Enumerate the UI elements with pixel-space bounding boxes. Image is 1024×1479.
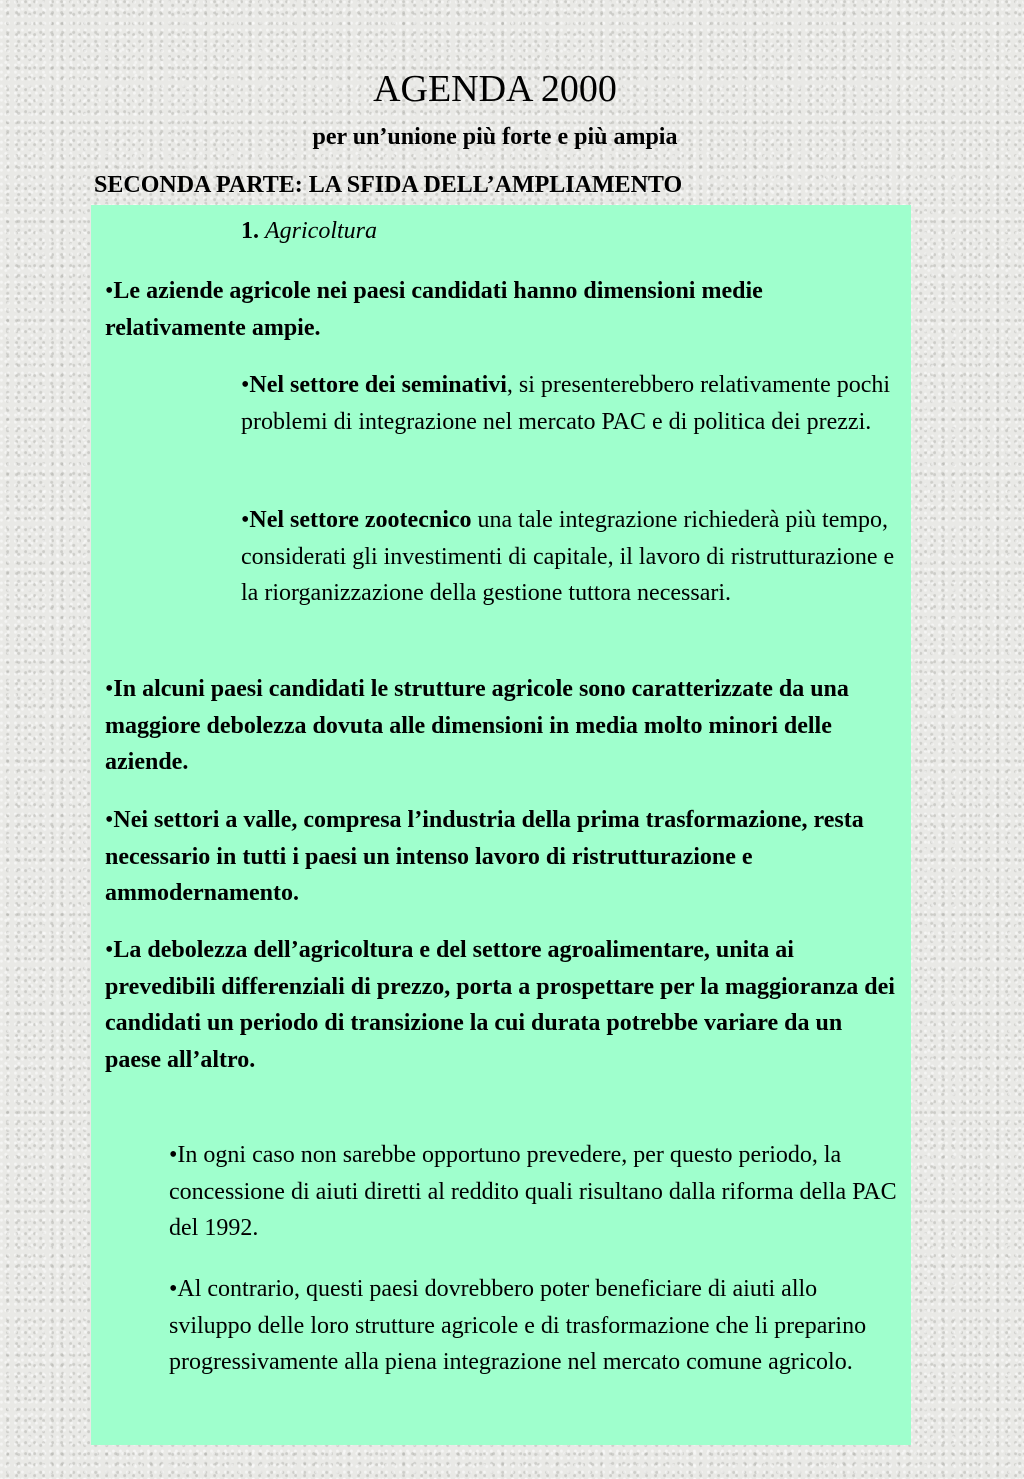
sub-bullet-item bbox=[241, 367, 901, 440]
bullet-text: La debolezza dell’agricoltura e del settore agroalimentare, unita ai prevedibili differenziali di prezzo, porta a prospettare per la maggioranza dei candidati un periodo di transizione la cui durata potrebbe variare da un paese all’altro. bbox=[105, 937, 895, 1073]
bullet-item bbox=[105, 273, 895, 346]
bullet-lead: Nel settore dei seminativi bbox=[249, 372, 507, 398]
bullet-icon: • bbox=[105, 278, 114, 304]
part-title: SECONDA PARTE: LA SFIDA DELL’AMPLIAMENTO bbox=[94, 172, 683, 198]
bullet-item bbox=[105, 932, 895, 1078]
bullet-icon: • bbox=[169, 1142, 178, 1168]
bullet-icon: • bbox=[169, 1276, 178, 1302]
sub-bullet-item bbox=[241, 502, 901, 612]
bullet-lead: Nel settore zootecnico bbox=[249, 507, 472, 533]
page-subtitle: per un’unione più forte e più ampia bbox=[312, 124, 678, 150]
bullet-icon: • bbox=[241, 507, 250, 533]
bullet-text: In ogni caso non sarebbe opportuno prevedere, per questo periodo, la concessione di aiuti diretti al reddito quali risultano dalla riforma della PAC del 1992. bbox=[169, 1142, 897, 1241]
bullet-icon: • bbox=[105, 937, 114, 963]
sub-bullet-item bbox=[169, 1271, 899, 1381]
content-panel bbox=[91, 205, 911, 1445]
bullet-text: Nei settori a valle, compresa l’industria della prima trasformazione, resta necessario in tutti i paesi un intenso lavoro di ristrutturazione e ammodernamento. bbox=[105, 807, 864, 906]
page-title: AGENDA 2000 bbox=[373, 68, 617, 110]
bullet-text: Al contrario, questi paesi dovrebbero poter beneficiare di aiuti allo sviluppo delle loro strutture agricole e di trasformazione che li preparino progressivamente alla piena integrazione nel mercato comune agricolo. bbox=[169, 1276, 867, 1375]
bullet-icon: • bbox=[241, 372, 250, 398]
bullet-text: In alcuni paesi candidati le strutture agricole sono caratterizzate da una maggiore debolezza dovuta alle dimensioni in media molto minori delle aziende. bbox=[105, 676, 849, 775]
sub-bullet-item bbox=[169, 1137, 899, 1247]
section-name: Agricoltura bbox=[265, 218, 377, 244]
bullet-item bbox=[105, 802, 895, 912]
bullet-text: Le aziende agricole nei paesi candidati hanno dimensioni medie relativamente ampie. bbox=[105, 278, 763, 341]
bullet-item bbox=[105, 671, 895, 781]
section-number: 1. bbox=[241, 218, 259, 244]
bullet-icon: • bbox=[105, 676, 114, 702]
section-heading bbox=[241, 215, 377, 247]
bullet-text: una tale integrazione richiederà più tempo, considerati gli investimenti di capitale, il lavoro di ristrutturazione e la riorganizzazione della gestione tuttora necessari. bbox=[241, 507, 895, 606]
bullet-icon: • bbox=[105, 807, 114, 833]
bullet-text: , si presenterebbero relativamente pochi problemi di integrazione nel mercato PAC e di politica dei prezzi. bbox=[241, 372, 891, 435]
